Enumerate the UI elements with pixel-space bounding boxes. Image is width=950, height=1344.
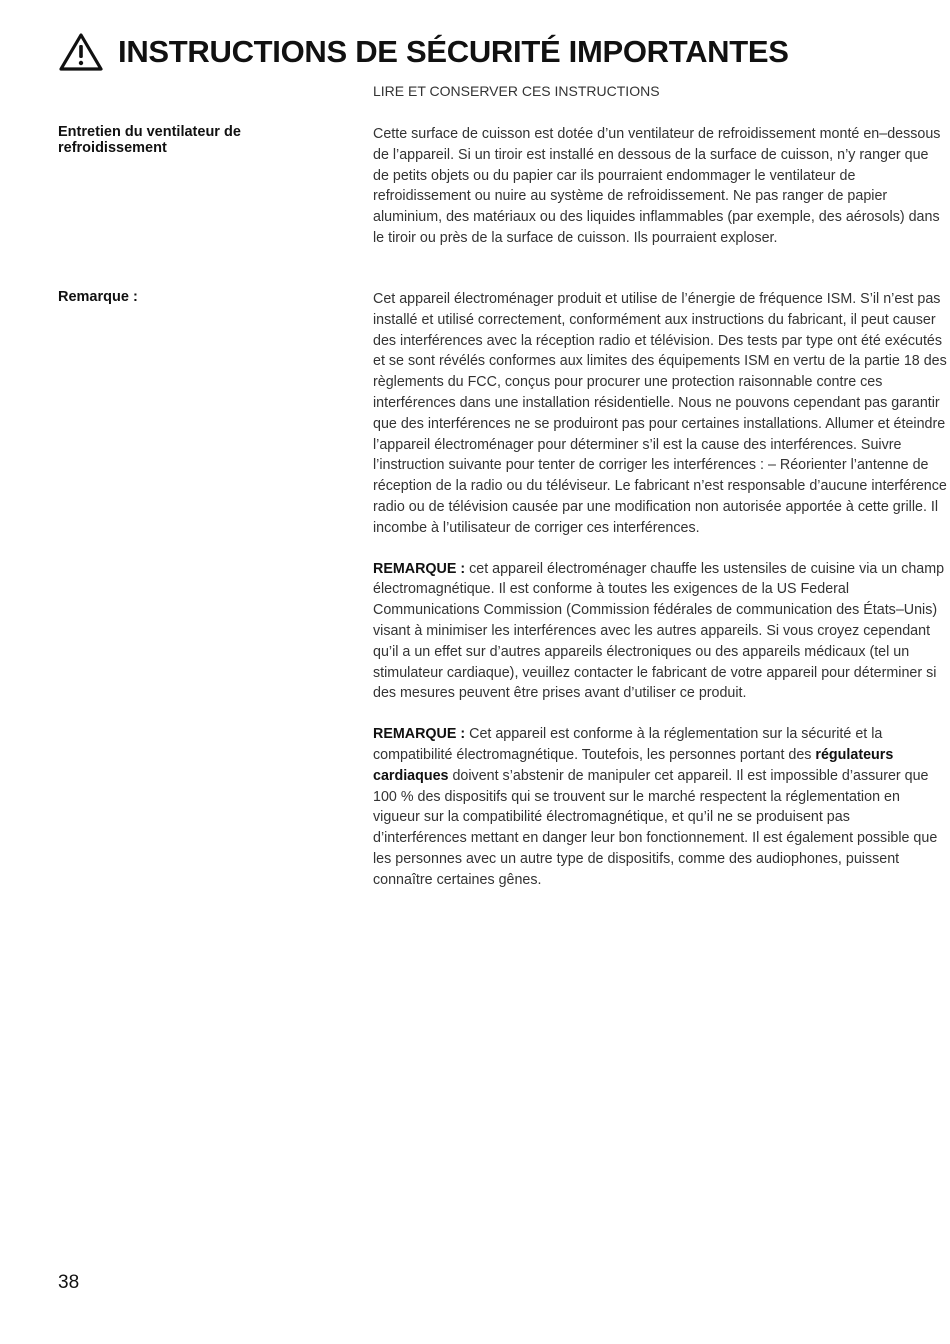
paragraph: Cet appareil électroménager produit et utilise de l’énergie de fréquence ISM. S’il n’est pas installé et utilisé correctement, conformément aux instructions du fabricant, il peut causer des interférences avec la réception radio et télévision. Des tests par type ont été exécutés et se sont révélés conformes aux limites des équipements ISM en vertu de la partie 18 des règlements du FCC, conçus pour procurer une protection raisonnable contre ces interférences dans une installation résidentielle. Nous ne pouvons cependant pas garantir que des interférences ne se produiront pas pour certaines installations. Allumer et éteindre l’appareil électroménager pour déterminer s’il est la cause des interférences. Suivre l’instruction suivante pour tenter de corriger les interférences : – Réorienter l’antenne de réception de la radio ou du téléviseur. Le fabricant n’est responsable d’aucune interférence radio ou de télévision causée par une modification non autorisée apportée à cette grille. Il incombe à l’utilisateur de corriger ces interférences. xyxy=(373,291,947,536)
section-body xyxy=(373,124,947,269)
section-body xyxy=(373,289,947,911)
note-keyword: REMARQUE : xyxy=(373,560,466,577)
page-header xyxy=(58,32,789,72)
warning-triangle-icon xyxy=(58,32,104,72)
section-label: Entretien du ventilateur de refroidissement xyxy=(58,124,241,156)
note-text: Cet appareil est conforme à la réglementation sur la sécurité et la compatibilité électromagnétique. Toutefois, les personnes portant des xyxy=(373,726,883,763)
note-paragraph xyxy=(373,559,947,705)
section-label: Remarque : xyxy=(58,289,138,305)
paragraph: Cette surface de cuisson est dotée d’un ventilateur de refroidissement monté en–dessous de l’appareil. Si un tiroir est installé en dessous de la surface de cuisson, n’y ranger que de petits objets ou du papier car ils pourraient endommager le ventilateur de refroidissement ou nuire au système de refroidissement. Ne pas ranger de papier aluminium, des matériaux ou des liquides inflammables (par exemple, des aérosols) dans le tiroir ou près de la surface de cuisson. Ils pourraient exploser. xyxy=(373,126,941,246)
page-subtitle: LIRE ET CONSERVER CES INSTRUCTIONS xyxy=(373,83,660,99)
page-title: INSTRUCTIONS DE SÉCURITÉ IMPORTANTES xyxy=(118,34,789,69)
note-keyword: REMARQUE : xyxy=(373,726,466,743)
page-number: 38 xyxy=(58,1272,80,1293)
note-emphasis: régulateurs cardiaques xyxy=(373,746,894,784)
note-paragraph xyxy=(373,724,947,890)
note-text: doivent s’abstenir de manipuler cet appareil. Il est impossible d’assurer que 100 % des dispositifs qui se trouvent sur le marché respectent la réglementation en vigueur sur la compatibilité électromagnétique, et qu’il ne se produisent pas d’interférences mettant en danger leur bon fonctionnement. Il est également possible que les personnes avec un autre type de dispositifs, comme des audiophones, puissent connaître certaines gênes. xyxy=(373,767,938,888)
note-text: cet appareil électroménager chauffe les ustensiles de cuisine via un champ électromagnétique. Il est conforme à toutes les exigences de la US Federal Communications Commission (Commission fédérales de communication des États–Unis) visant à minimiser les interférences avec les autres appareils. Si vous croyez cependant qu’il a un effet sur d’autres appareils électroniques ou des appareils médicaux (tel un stimulateur cardiaque), veuillez contacter le fabricant de votre appareil pour déterminer si des mesures peuvent être prises avant d’utiliser ce produit. xyxy=(373,560,945,702)
